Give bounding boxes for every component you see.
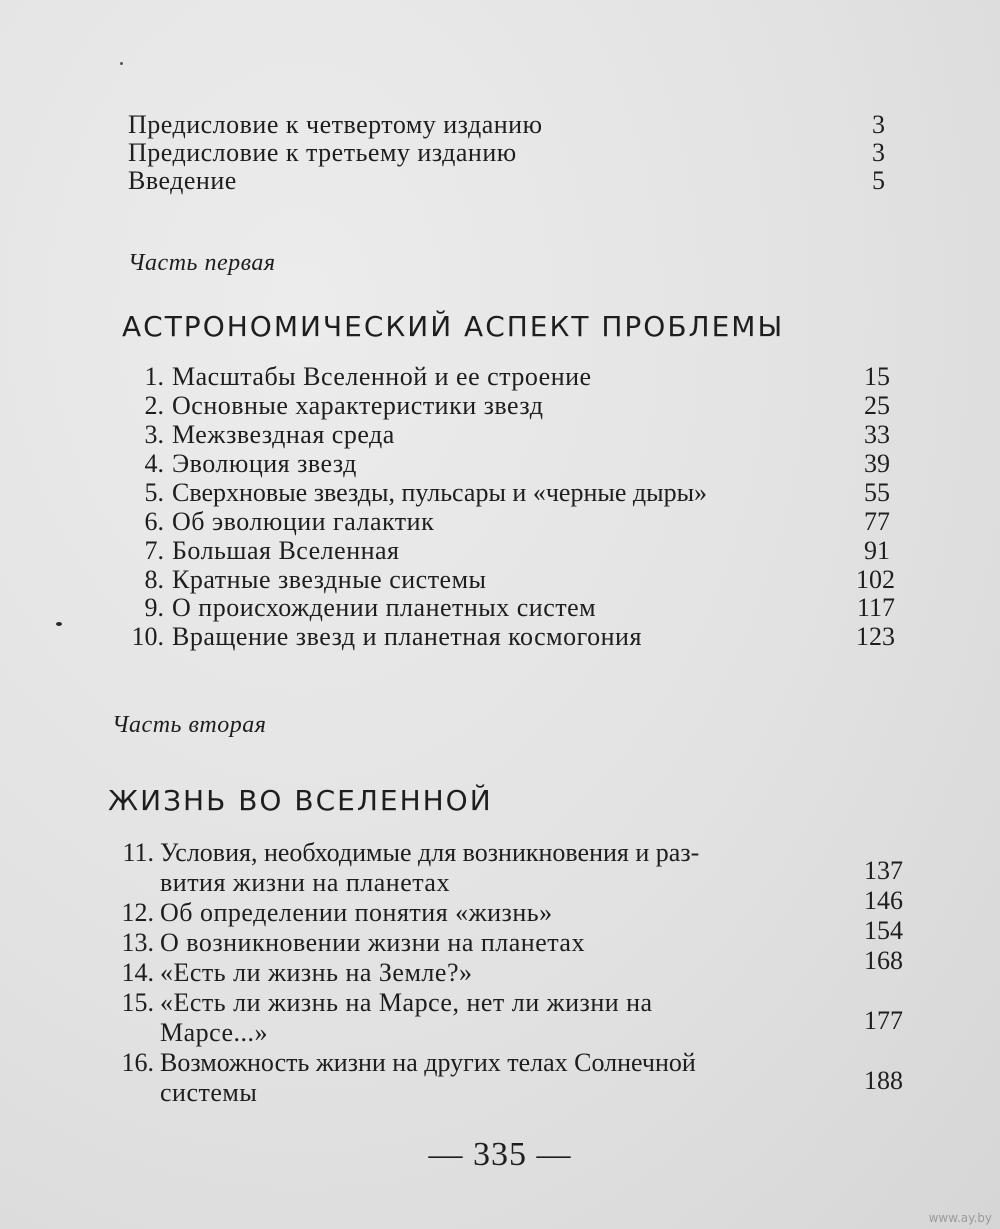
chapter-entry	[120, 593, 895, 623]
chapter-title: Об определении понятия «жизнь»	[160, 898, 553, 927]
paper-speck	[120, 62, 123, 65]
chapter-number: 1.	[144, 362, 164, 391]
part-label: Часть первая	[128, 250, 276, 276]
watermark: www.ay.by	[928, 1211, 992, 1225]
chapter-page: 146	[864, 886, 903, 915]
chapter-number: 10.	[131, 622, 164, 651]
chapter-title-line: Условия, необходимые для возникновения и раз-	[160, 838, 700, 867]
toc-entry	[128, 110, 885, 140]
chapter-entry	[110, 622, 895, 652]
chapter-title: Большая Вселенная	[172, 536, 400, 565]
chapter-entry	[120, 478, 890, 508]
chapter-page: 55	[864, 478, 890, 507]
chapter-number: 3.	[144, 420, 164, 449]
chapter-page: 154	[864, 916, 903, 945]
chapter-page: 25	[864, 391, 890, 420]
chapter-title: Кратные звездные системы	[172, 565, 487, 594]
chapter-page: 137	[864, 856, 903, 885]
chapter-entry	[120, 449, 890, 479]
chapter-entry	[120, 362, 890, 392]
chapter-number: 8.	[144, 565, 164, 594]
chapter-page: 102	[856, 565, 895, 594]
chapter-page: 177	[864, 1006, 903, 1035]
entry-title: Предисловие к третьему изданию	[128, 138, 517, 167]
chapter-title-line: «Есть ли жизнь на Марсе, нет ли жизни на	[160, 988, 653, 1017]
chapter-title: Эволюция звезд	[172, 449, 357, 478]
chapter-page: 188	[864, 1066, 903, 1095]
entry-page: 3	[872, 110, 885, 139]
chapter-title: О происхождении планетных систем	[172, 593, 597, 622]
chapter-title: Вращение звезд и планетная космогония	[172, 622, 642, 651]
chapter-title: О возникновении жизни на планетах	[160, 928, 585, 957]
part-title: АСТРОНОМИЧЕСКИЙ АСПЕКТ ПРОБЛЕМЫ	[122, 310, 785, 343]
entry-page: 5	[872, 166, 885, 195]
chapter-title-line: системы	[160, 1078, 258, 1107]
chapter-title: Основные характеристики звезд	[172, 391, 544, 420]
chapter-entry	[108, 1048, 903, 1108]
chapter-entry	[108, 988, 903, 1048]
chapter-title-line: Возможность жизни на других телах Солнечной	[160, 1048, 696, 1077]
chapter-number: 14.	[121, 958, 154, 987]
chapter-number: 12.	[121, 898, 154, 927]
chapter-number: 15.	[121, 988, 154, 1017]
chapter-number: 11.	[122, 838, 154, 867]
chapter-entry	[108, 838, 903, 898]
entry-title: Введение	[128, 166, 237, 195]
chapter-page: 168	[864, 946, 903, 975]
chapter-page: 91	[864, 536, 890, 565]
chapter-number: 13.	[121, 928, 154, 957]
chapter-entry	[120, 420, 890, 450]
chapter-title-line: Марсе...»	[160, 1018, 269, 1047]
chapter-entry	[120, 565, 895, 595]
chapter-page: 15	[864, 362, 890, 391]
paper-speck	[56, 622, 62, 626]
chapter-title: Об эволюции галактик	[172, 507, 435, 536]
chapter-title: «Есть ли жизнь на Земле?»	[160, 958, 473, 987]
toc-entry	[128, 166, 885, 196]
chapter-title: Масштабы Вселенной и ее строение	[172, 362, 592, 391]
chapter-entry	[120, 507, 890, 537]
chapter-number: 5.	[144, 478, 164, 507]
chapter-entry	[108, 946, 903, 988]
part-label: Часть вторая	[112, 712, 267, 738]
chapter-title: Межзвездная среда	[172, 420, 395, 449]
entry-page: 3	[872, 138, 885, 167]
chapter-entry	[120, 391, 890, 421]
chapter-entry	[120, 536, 890, 566]
chapter-number: 4.	[144, 449, 164, 478]
toc-entry	[128, 138, 885, 168]
chapter-number: 2.	[144, 391, 164, 420]
chapter-number: 16.	[121, 1048, 154, 1077]
chapter-page: 33	[864, 420, 890, 449]
chapter-page: 123	[856, 622, 895, 651]
chapter-page: 77	[864, 507, 890, 536]
chapter-entry	[108, 886, 903, 928]
page-number: — 335 —	[428, 1136, 572, 1173]
part-title: ЖИЗНЬ ВО ВСЕЛЕННОЙ	[108, 784, 493, 817]
entry-title: Предисловие к четвертому изданию	[128, 110, 543, 139]
chapter-title: Сверхновые звезды, пульсары и «черные дыры»	[172, 478, 708, 507]
chapter-title-line: вития жизни на планетах	[160, 868, 450, 897]
chapter-number: 7.	[144, 536, 164, 565]
chapter-page: 117	[856, 593, 895, 622]
chapter-entry	[108, 916, 903, 958]
chapter-number: 9.	[144, 593, 164, 622]
chapter-number: 6.	[144, 507, 164, 536]
chapter-page: 39	[864, 449, 890, 478]
